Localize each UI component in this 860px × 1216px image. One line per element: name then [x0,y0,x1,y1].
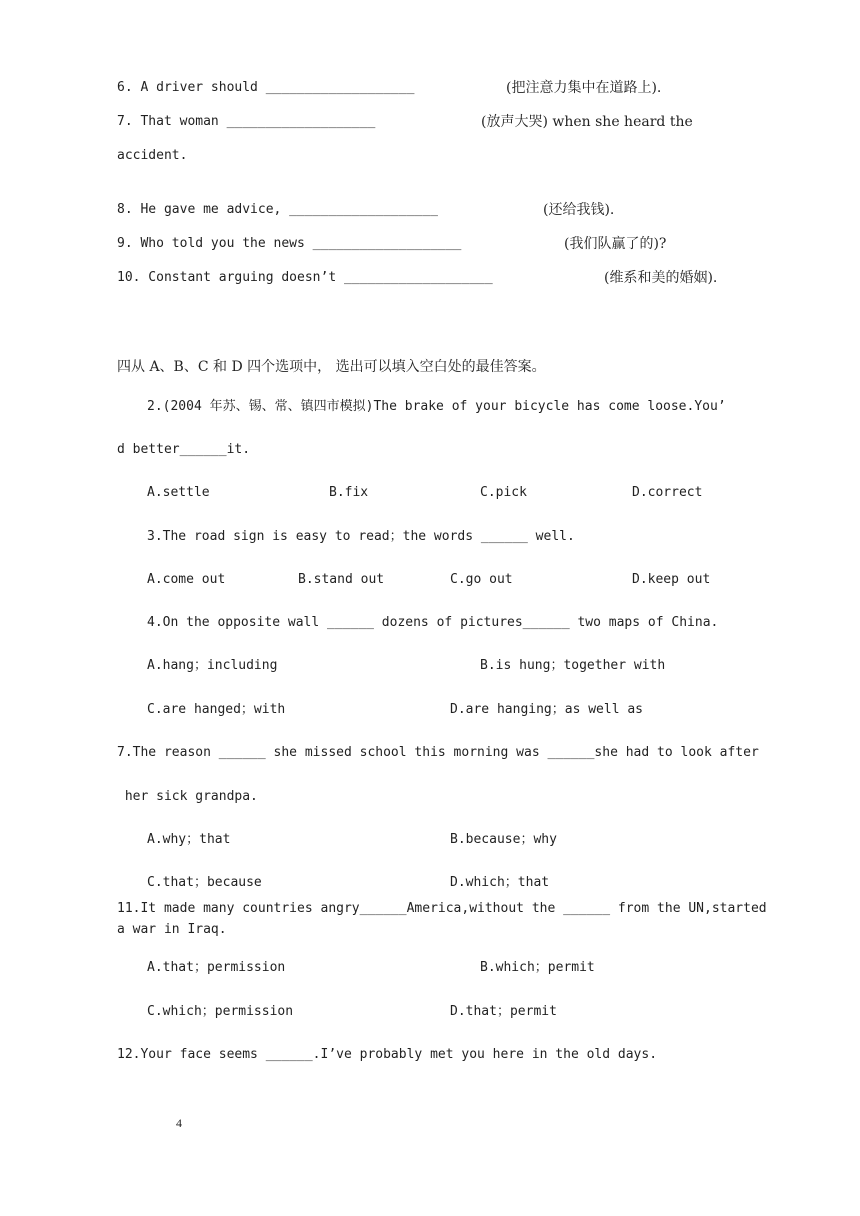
question-3-line-1: 3.The road sign is easy to read；the words ______ well. [147,529,575,544]
question-11-option-b: B.which；permit [480,960,595,975]
question-2-line-2: d better______it. [117,442,251,457]
item-7-text: 7. That woman ___________________ [117,114,376,129]
item-6-text: 6. A driver should ___________________ [117,80,415,95]
item-9-hint: (我们队赢了的)? [564,236,667,252]
question-12-line-1: 12.Your face seems ______.I’ve probably met you here in the old days. [117,1047,658,1062]
question-3-option-c: C.go out [450,572,513,587]
question-7-option-c: C.that；because [147,875,262,890]
item-10-text: 10. Constant arguing doesn’t ___________________ [117,270,493,285]
question-7-option-a: A.why；that [147,832,231,847]
question-3-option-b: B.stand out [298,572,385,587]
question-7-option-b: B.because；why [450,832,557,847]
item-9-text: 9. Who told you the news ___________________ [117,236,462,251]
question-2-line-1: 2.(2004 年苏、锡、常、镇四市模拟)The brake of your bicycle has come loose.You’ [147,399,726,414]
item-10-hint: (维系和美的婚姻). [604,270,718,286]
item-8-hint: (还给我钱). [543,202,615,218]
item-6-hint: (把注意力集中在道路上). [506,80,662,96]
question-7-line-2: her sick grandpa. [117,789,258,804]
question-3-option-d: D.keep out [632,572,711,587]
question-2-option-b: B.fix [329,485,369,500]
question-4-option-c: C.are hanged；with [147,702,286,717]
question-4-option-b: B.is hung；together with [480,658,666,673]
question-2-option-d: D.correct [632,485,703,500]
question-4-option-a: A.hang；including [147,658,278,673]
section-4-heading: 四从 A、B、C 和 D 四个选项中， 选出可以填入空白处的最佳答案。 [117,359,546,375]
question-2-option-c: C.pick [480,485,527,500]
question-2-option-a: A.settle [147,485,210,500]
question-4-line-1: 4.On the opposite wall ______ dozens of pictures______ two maps of China. [147,615,719,630]
question-11-option-c: C.which；permission [147,1004,294,1019]
question-7-option-d: D.which；that [450,875,550,890]
question-7-line-1: 7.The reason ______ she missed school this morning was ______she had to look after [117,745,759,760]
page-number: 4 [176,1116,182,1130]
question-11-option-a: A.that；permission [147,960,286,975]
question-4-option-d: D.are hanging；as well as [450,702,644,717]
question-3-option-a: A.come out [147,572,226,587]
item-8-text: 8. He gave me advice, ___________________ [117,202,438,217]
question-11-line-2: a war in Iraq. [117,922,227,937]
question-11-line-1: 11.It made many countries angry______America,without the ______ from the UN,started [117,901,767,916]
item-7-continuation: accident. [117,148,188,163]
question-11-option-d: D.that；permit [450,1004,557,1019]
item-7-hint: (放声大哭) when she heard the [481,114,693,130]
